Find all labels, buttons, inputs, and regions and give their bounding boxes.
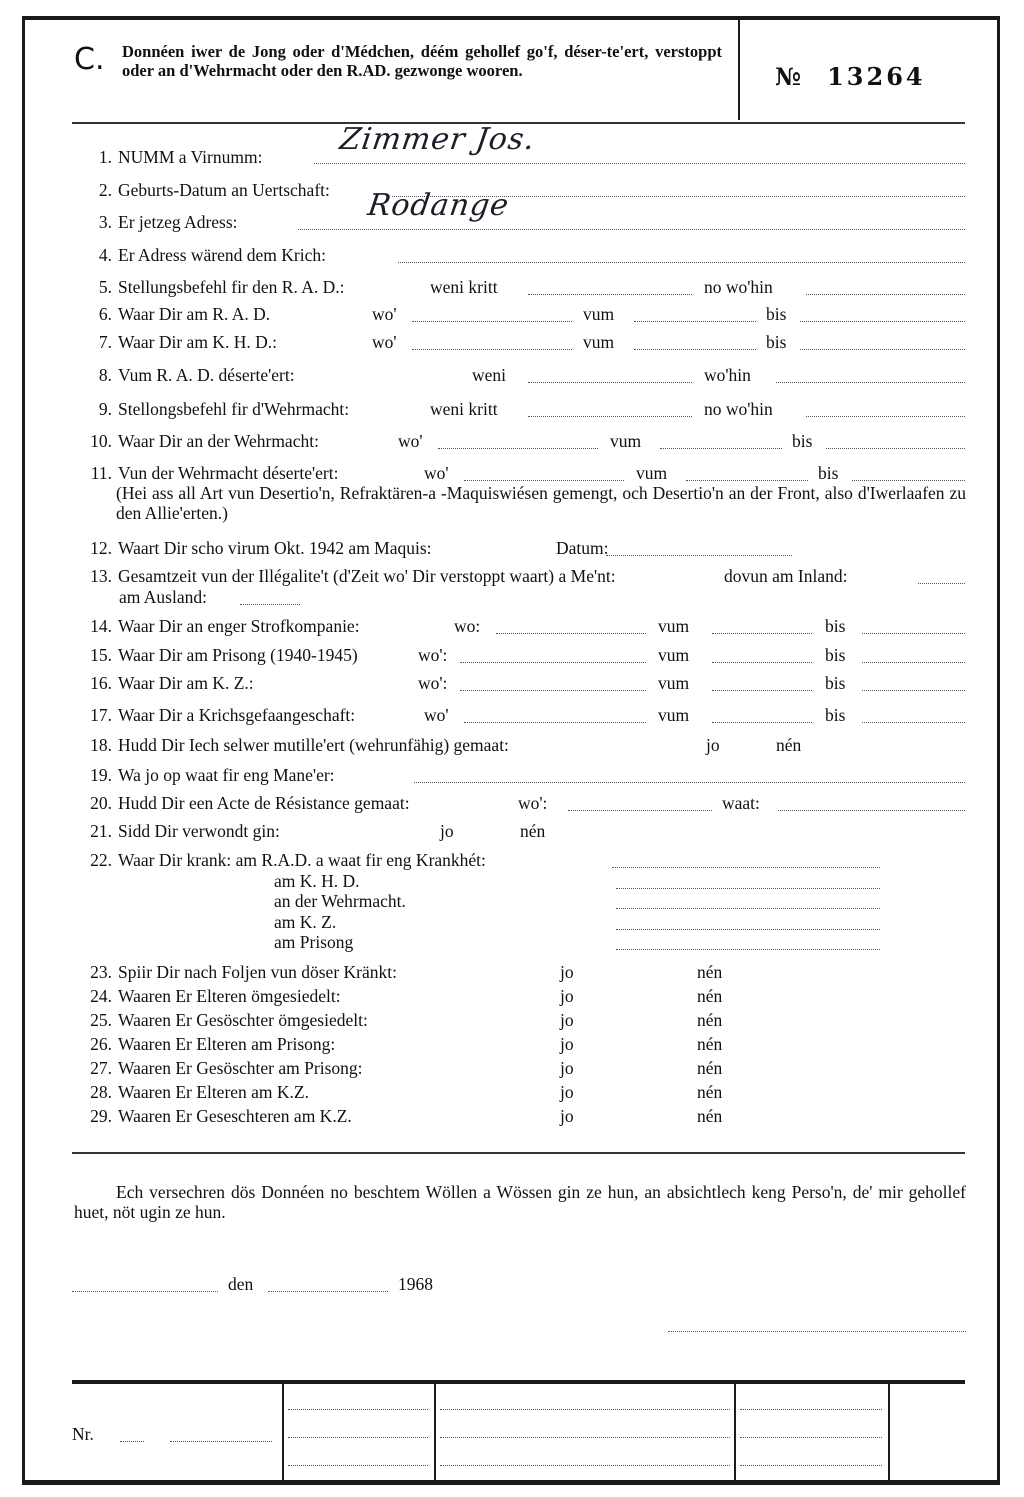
handwritten-address: Rodange	[365, 188, 512, 223]
field-number: 6.	[98, 304, 112, 324]
header-divider	[738, 20, 740, 120]
field-label: Er Adress wärend dem Krich:	[118, 245, 326, 265]
field-number: 10.	[90, 431, 112, 451]
bis-label: bis	[818, 463, 839, 483]
jo-option: jo	[560, 1058, 574, 1078]
table-entry-field[interactable]	[288, 1408, 428, 1410]
field-number: 9.	[98, 399, 112, 419]
date-received-field[interactable]	[528, 293, 692, 295]
field-row-26	[78, 1034, 335, 1054]
field-number: 20.	[90, 793, 112, 813]
field-number: 18.	[90, 735, 112, 755]
field-label: Waaren Er Gesöschter am Prisong:	[118, 1058, 363, 1078]
manner-field[interactable]	[414, 781, 965, 783]
field-label: Waar Dir an enger Strofkompanie:	[118, 616, 360, 636]
destination-field[interactable]	[806, 415, 965, 417]
declaration-text: Ech versechren dös Donnéen no beschtem Wöllen a Wössen gin ze hun, an absichtlech keng Perso'n, de' mir gehollef huet, nöt ugin ze hun.	[74, 1182, 966, 1222]
field-number: 24.	[90, 986, 112, 1006]
field-number: 17.	[90, 705, 112, 725]
name-field[interactable]	[314, 162, 965, 164]
field-row-17	[78, 705, 355, 725]
field-row-8	[78, 365, 295, 385]
field-row-9	[78, 399, 349, 419]
field-row-29	[78, 1106, 352, 1126]
illness-sub-field[interactable]	[616, 887, 880, 889]
year-label: 1968	[398, 1274, 433, 1294]
field-label: Waart Dir scho virum Okt. 1942 am Maquis:	[118, 538, 432, 558]
wo-label: wo'	[398, 431, 423, 451]
jo-option: jo	[560, 1106, 574, 1126]
field-number: 26.	[90, 1034, 112, 1054]
nr-label: Nr.	[72, 1424, 94, 1444]
to-field[interactable]	[862, 689, 965, 691]
from-field[interactable]	[712, 721, 812, 723]
field-number: 15.	[90, 645, 112, 665]
from-field[interactable]	[712, 661, 812, 663]
field-row-7	[78, 332, 277, 352]
field-label: Stellungsbefehl fir den R. A. D.:	[118, 277, 345, 297]
nen-option: nén	[697, 962, 723, 982]
place-field[interactable]	[72, 1290, 218, 1292]
illness-sub-label: am Prisong	[274, 932, 354, 952]
field-row-5	[78, 277, 345, 297]
field-row-1	[78, 147, 262, 167]
nen-option: nén	[520, 821, 546, 841]
field-row-15	[78, 645, 358, 665]
to-field[interactable]	[800, 320, 965, 322]
table-column-divider	[282, 1384, 284, 1480]
field-row-6	[78, 304, 270, 324]
jo-option: jo	[560, 1034, 574, 1054]
field-row-2	[78, 180, 330, 200]
field-row-4	[78, 245, 326, 265]
bis-label: bis	[825, 645, 846, 665]
bottom-border	[22, 1480, 1000, 1485]
bis-label: bis	[825, 705, 846, 725]
from-field[interactable]	[634, 320, 756, 322]
illness-sub-label: am K. Z.	[274, 912, 337, 932]
nen-option: nén	[697, 1106, 723, 1126]
table-entry-field[interactable]	[440, 1436, 730, 1438]
bis-label: bis	[766, 304, 787, 324]
illness-sub-label: am K. H. D.	[274, 871, 360, 891]
wo-label: wo'	[424, 463, 449, 483]
destination-field[interactable]	[806, 293, 965, 295]
field-row-20	[78, 793, 410, 813]
section-letter: C.	[74, 42, 105, 77]
table-entry-field[interactable]	[740, 1436, 882, 1438]
field-row-24	[78, 986, 341, 1006]
number-sign: №	[775, 62, 802, 91]
wo-label: wo'	[424, 705, 449, 725]
table-entry-field[interactable]	[440, 1408, 730, 1410]
vum-label: vum	[658, 645, 690, 665]
date-field[interactable]	[606, 554, 792, 556]
field-row-12	[78, 538, 432, 558]
vum-label: vum	[658, 673, 690, 693]
inland-field[interactable]	[918, 582, 965, 584]
jo-option: jo	[560, 1082, 574, 1102]
field-number: 2.	[98, 180, 112, 200]
table-entry-field[interactable]	[740, 1408, 882, 1410]
wohin-label: no wo'hin	[704, 277, 773, 297]
field-number: 23.	[90, 962, 112, 982]
field-number: 3.	[98, 212, 112, 232]
nr-field[interactable]	[170, 1440, 272, 1442]
illness-sub-label: an der Wehrmacht.	[274, 891, 406, 911]
vum-label: vum	[583, 332, 615, 352]
table-column-divider	[888, 1384, 890, 1480]
to-field[interactable]	[862, 632, 965, 634]
where-field[interactable]	[568, 809, 712, 811]
nen-option: nén	[697, 1034, 723, 1054]
table-column-divider	[734, 1384, 736, 1480]
field-number: 27.	[90, 1058, 112, 1078]
to-field[interactable]	[826, 447, 965, 449]
wohin-label: no wo'hin	[704, 399, 773, 419]
field-number: 16.	[90, 673, 112, 693]
table-column-divider	[434, 1384, 436, 1480]
field-number: 25.	[90, 1010, 112, 1030]
where-field[interactable]	[438, 447, 598, 449]
field-row-10	[78, 431, 319, 451]
waat-label: waat:	[722, 793, 760, 813]
section-rule	[72, 1152, 965, 1154]
field-label: Vum R. A. D. déserte'ert:	[118, 365, 295, 385]
wo-label: wo':	[418, 645, 448, 665]
field-label: Waaren Er Gesöschter ömgesiedelt:	[118, 1010, 368, 1030]
jo-option: jo	[706, 735, 720, 755]
where-field[interactable]	[460, 689, 646, 691]
field-label: Waar Dir am Prisong (1940-1945)	[118, 645, 358, 665]
wo-label: wo'	[372, 332, 397, 352]
date-field[interactable]	[268, 1290, 388, 1292]
field-label: Waar Dir a Krichsgefaangeschaft:	[118, 705, 356, 725]
nen-option: nén	[697, 1010, 723, 1030]
form-number	[775, 62, 926, 91]
field-label: Vun der Wehrmacht déserte'ert:	[118, 463, 339, 483]
to-field[interactable]	[862, 661, 965, 663]
nr-field-short[interactable]	[120, 1440, 144, 1442]
field-number: 14.	[90, 616, 112, 636]
table-entry-field[interactable]	[288, 1464, 428, 1466]
field-number: 11.	[90, 463, 112, 483]
vum-label: vum	[610, 431, 642, 451]
field-label: Waar Dir am R. A. D.	[118, 304, 271, 324]
where-field[interactable]	[412, 320, 572, 322]
date-received-field[interactable]	[528, 415, 692, 417]
bis-label: bis	[766, 332, 787, 352]
where-field[interactable]	[496, 632, 646, 634]
field-number: 22.	[90, 850, 112, 870]
table-entry-field[interactable]	[288, 1436, 428, 1438]
field-row-28	[78, 1082, 309, 1102]
where-field[interactable]	[460, 661, 646, 663]
field-number: 13.	[90, 566, 112, 586]
field-row-25	[78, 1010, 368, 1030]
field-label: Waaren Er Elteren ömgesiedelt:	[118, 986, 341, 1006]
field-number: 7.	[98, 332, 112, 352]
field-row-16	[78, 673, 254, 693]
field-label: Waaren Er Geseschteren am K.Z.	[118, 1106, 352, 1126]
field-label: Waar Dir am K. Z.:	[118, 673, 254, 693]
wo-label: wo':	[418, 673, 448, 693]
vum-label: vum	[636, 463, 668, 483]
handwritten-name: Zimmer Jos.	[337, 122, 538, 157]
field-row-13	[78, 566, 616, 586]
inland-label: dovun am Inland:	[724, 566, 848, 586]
from-field[interactable]	[712, 689, 812, 691]
field-label: Er jetzeg Adress:	[118, 212, 238, 232]
form-number-value: 13264	[827, 62, 926, 91]
ausland-field[interactable]	[240, 603, 300, 605]
jo-option: jo	[560, 986, 574, 1006]
field-row-21	[78, 821, 280, 841]
destination-field[interactable]	[776, 381, 965, 383]
war-address-field[interactable]	[398, 261, 965, 263]
table-entry-field[interactable]	[740, 1464, 882, 1466]
table-entry-field[interactable]	[440, 1464, 730, 1466]
field-label: Hudd Dir een Acte de Résistance gemaat:	[118, 793, 410, 813]
bis-label: bis	[825, 673, 846, 693]
field-label: Stellongsbefehl fir d'Wehrmacht:	[118, 399, 350, 419]
field-row-14	[78, 616, 360, 636]
date-field[interactable]	[528, 381, 692, 383]
illness-sub-field[interactable]	[616, 907, 880, 909]
to-field[interactable]	[852, 479, 965, 481]
field-number: 29.	[90, 1106, 112, 1126]
signature-field[interactable]	[668, 1330, 966, 1332]
field-row-11	[78, 463, 339, 483]
jo-option: jo	[560, 1010, 574, 1030]
field-number: 8.	[98, 365, 112, 385]
nen-option: nén	[697, 1082, 723, 1102]
illness-sub-field[interactable]	[616, 948, 880, 950]
field-label: NUMM a Virnumm:	[118, 147, 263, 167]
bis-label: bis	[792, 431, 813, 451]
field-number: 4.	[98, 245, 112, 265]
jo-option: jo	[440, 821, 454, 841]
field-row-23	[78, 962, 397, 982]
field-row-22	[78, 850, 486, 870]
wohin-label: wo'hin	[704, 365, 751, 385]
bis-label: bis	[825, 616, 846, 636]
field-label: Waaren Er Elteren am K.Z.	[118, 1082, 309, 1102]
field-label: Gesamtzeit vun der Illégalite't (d'Zeit wo' Dir verstoppt waart) a Me'nt:	[118, 566, 616, 586]
field-row-19	[78, 765, 335, 785]
weni-kritt-label: weni kritt	[430, 399, 498, 419]
vum-label: vum	[658, 705, 690, 725]
ausland-label: am Ausland:	[119, 587, 207, 607]
field-row-18	[78, 735, 509, 755]
footer-table-rule	[72, 1380, 965, 1384]
nen-option: nén	[697, 986, 723, 1006]
vum-label: vum	[583, 304, 615, 324]
field-label: Waar Dir am K. H. D.:	[118, 332, 277, 352]
field-label: Hudd Dir Iech selwer mutille'ert (wehrunfähig) gemaat:	[118, 735, 509, 755]
to-field[interactable]	[862, 721, 965, 723]
den-label: den	[228, 1274, 254, 1294]
vum-label: vum	[658, 616, 690, 636]
field-label: Geburts-Datum an Uertschaft:	[118, 180, 330, 200]
from-field[interactable]	[634, 348, 756, 350]
field-number: 28.	[90, 1082, 112, 1102]
form-title: Donnéen iwer de Jong oder d'Médchen, déém gehollef go'f, déser-te'ert, verstoppt oder an d'Wehrmacht oder den R.AD. gezwonge wooren.	[122, 42, 722, 80]
from-field[interactable]	[712, 632, 812, 634]
to-field[interactable]	[800, 348, 965, 350]
field-number: 1.	[98, 147, 112, 167]
from-field[interactable]	[686, 479, 808, 481]
field-label: Sidd Dir verwondt gin:	[118, 821, 280, 841]
field-label: Waar Dir an der Wehrmacht:	[118, 431, 319, 451]
where-field[interactable]	[412, 348, 572, 350]
field-label: Spiir Dir nach Foljen vun döser Kränkt:	[118, 962, 397, 982]
weni-kritt-label: weni kritt	[430, 277, 498, 297]
field-label: Wa jo op waat fir eng Mane'er:	[118, 765, 335, 785]
illness-rad-field[interactable]	[612, 866, 880, 868]
field-row-3	[78, 212, 238, 232]
field-number: 5.	[98, 277, 112, 297]
datum-label: Datum:	[556, 538, 609, 558]
field-row-27	[78, 1058, 363, 1078]
jo-option: jo	[560, 962, 574, 982]
weni-label: weni	[472, 365, 507, 385]
wo-label: wo'	[372, 304, 397, 324]
where-field[interactable]	[464, 721, 646, 723]
wo-label: wo:	[454, 616, 481, 636]
what-field[interactable]	[778, 809, 965, 811]
address-field[interactable]	[298, 228, 965, 230]
field-label: Waar Dir krank: am R.A.D. a waat fir eng Krankhét:	[118, 850, 486, 870]
wo-label: wo':	[518, 793, 548, 813]
field-number: 19.	[90, 765, 112, 785]
field-note: (Hei ass all Art vun Desertio'n, Refraktären-a -Maquiswiésen gemengt, och Desertio'n an der Front, also d'Iwerlaafen zu den Allie'erten.)	[116, 483, 966, 523]
where-field[interactable]	[464, 479, 624, 481]
nen-option: nén	[776, 735, 802, 755]
from-field[interactable]	[660, 447, 782, 449]
field-label: Waaren Er Elteren am Prisong:	[118, 1034, 336, 1054]
illness-sub-field[interactable]	[616, 928, 880, 930]
nen-option: nén	[697, 1058, 723, 1078]
field-number: 12.	[90, 538, 112, 558]
field-number: 21.	[90, 821, 112, 841]
